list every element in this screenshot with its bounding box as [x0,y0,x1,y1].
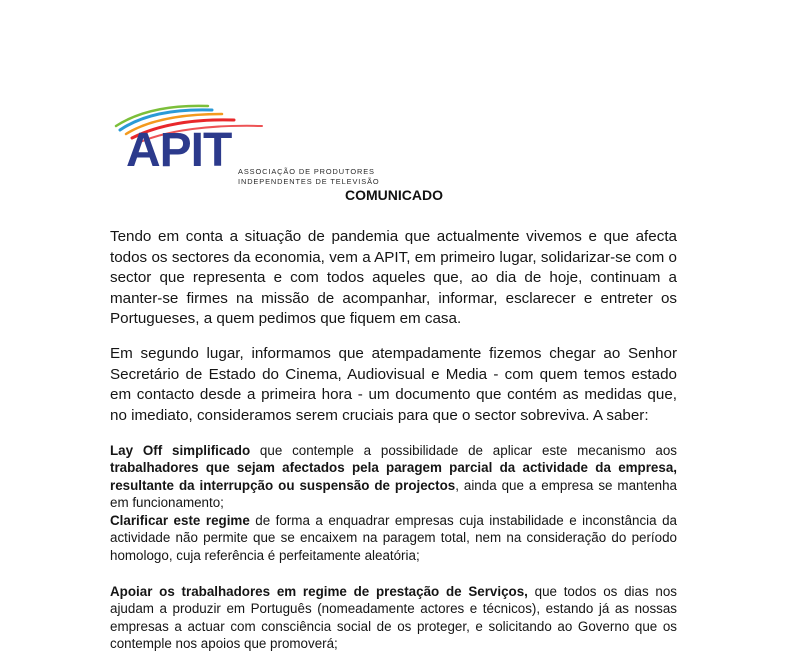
measure-clarify-regime-text: de forma a enquadrar empresas cuja instabilidade e inconstância da actividade não permite que se encaixem na paragem total, nem na consideração do período homologo, cuja referência é perfeitamente aleatória; [110,513,677,563]
measure-clarify-regime [110,512,677,564]
measure-clarify-regime-title: Clarificar este regime [110,513,250,528]
measure-lay-off-text-2: , ainda que a empresa se mantenha em funcionamento; [110,477,677,510]
measure-lay-off-title: Lay Off simplificado [110,443,251,458]
logo-tagline-1: ASSOCIAÇÃO DE PRODUTORES [238,167,375,176]
measure-support-workers [110,583,677,652]
measure-lay-off-text-1: que contemple a possibilidade de aplicar este mecanismo aos [250,443,677,458]
measure-lay-off [110,442,677,511]
apit-logo-mark [112,104,292,170]
apit-logo [112,104,380,188]
measure-support-workers-text: que todos os dias nos ajudam a produzir em Português (nomeadamente actores e técnicos), estando já as nossas empresas a actuar com consciência social de os proteger, e solicitando ao Governo que os contemple nos apoios que promoverá; [110,584,677,651]
logo-tagline-2: INDEPENDENTES DE TELEVISÃO [238,177,380,186]
measure-support-workers-title: Apoiar os trabalhadores em regime de prestação de Serviços, [110,584,528,599]
svg-text:APIT: APIT [126,124,232,170]
document-title: COMUNICADO [345,187,443,203]
paragraph-1: Tendo em conta a situação de pandemia que actualmente vivemos e que afecta todos os sectores da economia, vem a APIT, em primeiro lugar, solidarizar-se com o sector que representa e com todos aqueles que, ao dia de hoje, continuam a manter-se firmes na missão de acompanhar, informar, esclarecer e entreter os Portugueses, a quem pedimos que fiquem em casa. [110,228,677,327]
paragraph-2: Em segundo lugar, informamos que atempadamente fizemos chegar ao Senhor Secretário de Estado do Cinema, Audiovisual e Media - com quem temos estado em contacto desde a primeira hora - um documento que contém as medidas que, no imediato, consideramos serem cruciais para que o sector sobreviva. A saber: [110,345,677,424]
measure-lay-off-emphasis: trabalhadores que sejam afectados pela paragem parcial da actividade da empresa, resultante da interrupção ou suspensão de projectos [110,460,677,493]
